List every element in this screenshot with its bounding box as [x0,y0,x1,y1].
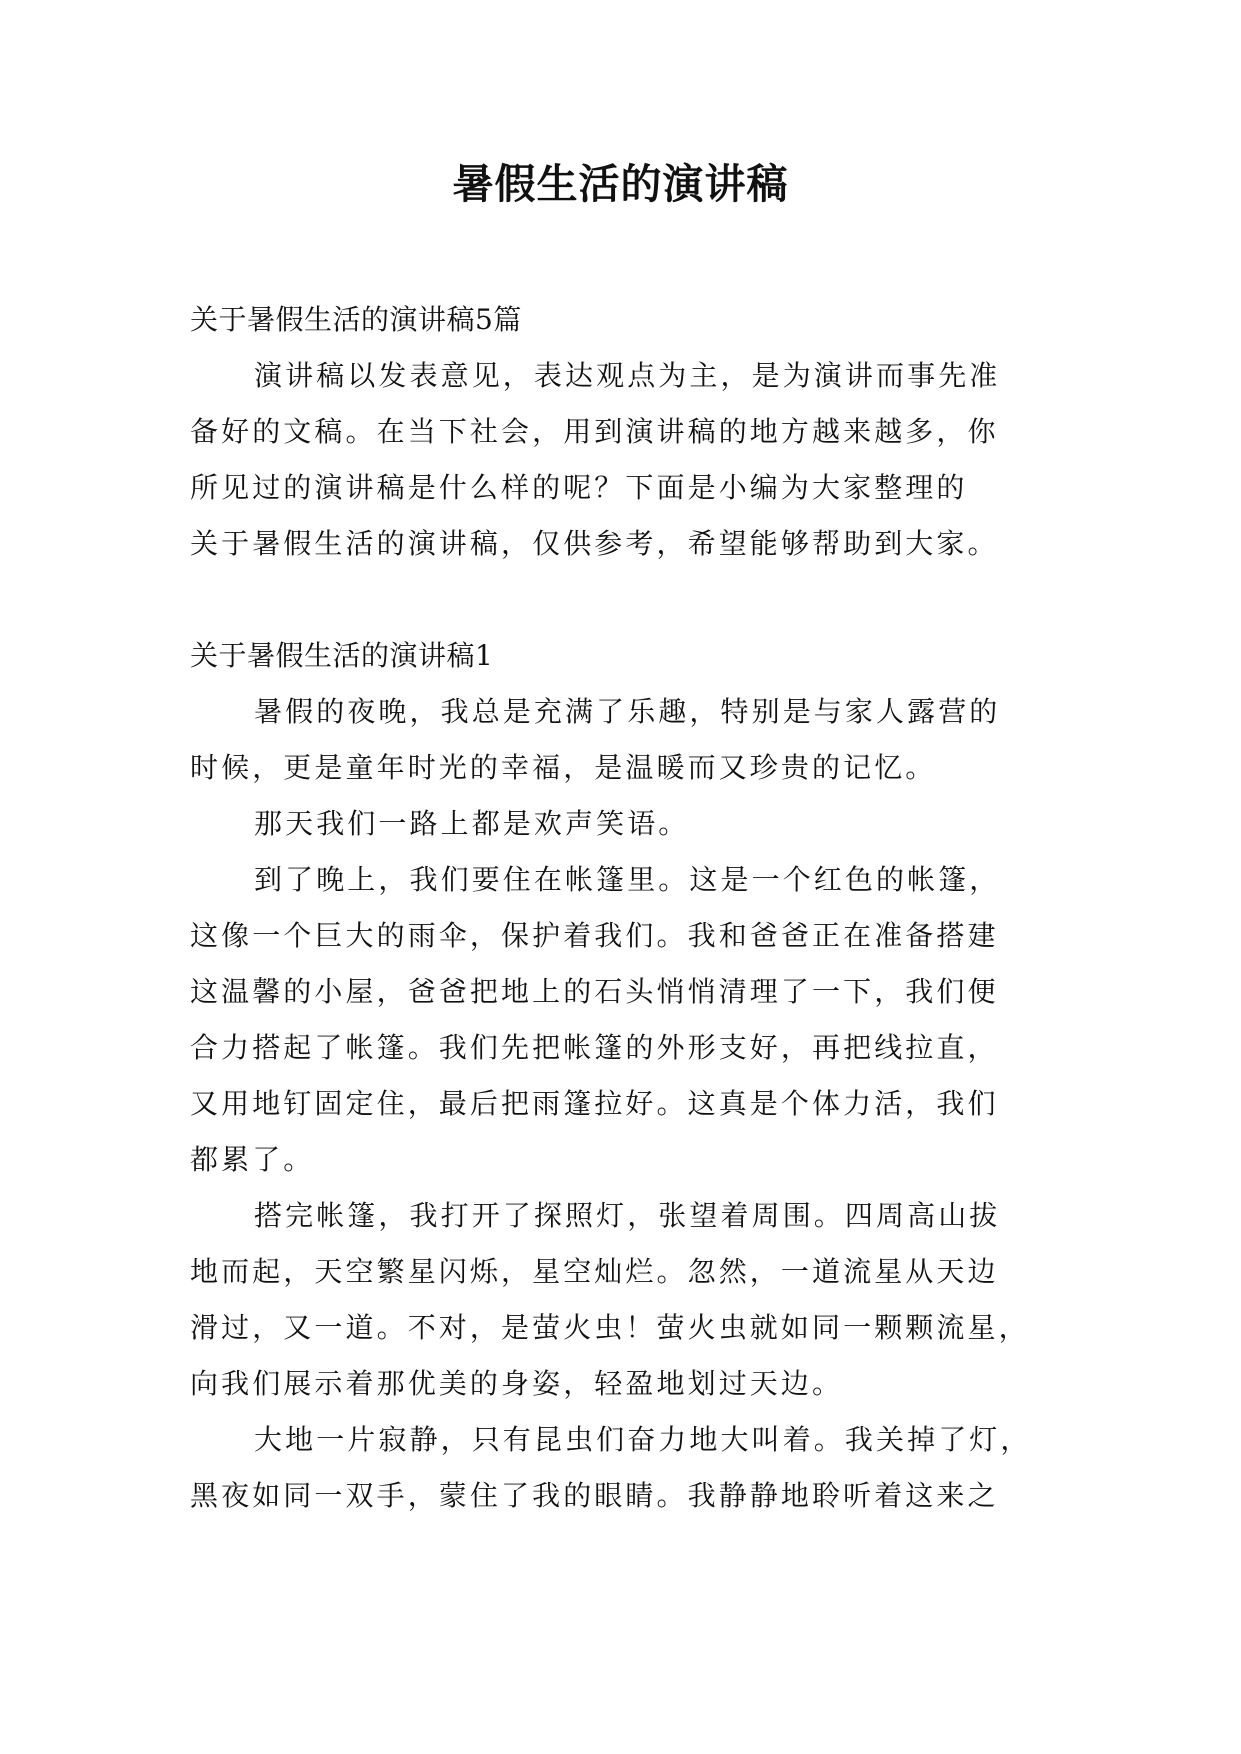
paragraph-line: 这温馨的小屋，爸爸把地上的石头悄悄清理了一下，我们便 [190,975,999,1008]
section-heading: 关于暑假生活的演讲稿1 [190,639,494,672]
paragraph-line: 搭完帐篷，我打开了探照灯，张望着周围。四周高山拔 [254,1199,1001,1232]
document-body [190,292,1062,1524]
section-spacer [190,572,1062,628]
paragraph-line: 这像一个巨大的雨伞，保护着我们。我和爸爸正在准备搭建 [190,919,999,952]
collection-heading: 关于暑假生活的演讲稿5篇 [190,303,522,336]
intro-paragraph-line: 演讲稿以发表意见，表达观点为主，是为演讲而事先准 [254,359,1001,392]
paragraph-line: 又用地钉固定住，最后把雨篷拉好。这真是个体力活，我们 [190,1087,999,1120]
paragraph-line: 到了晚上，我们要住在帐篷里。这是一个红色的帐篷， [254,863,1001,896]
paragraph-line: 向我们展示着那优美的身姿，轻盈地划过天边。 [190,1367,844,1400]
paragraph-line: 暑假的夜晚，我总是充满了乐趣，特别是与家人露营的 [254,695,1001,728]
paragraph-line: 那天我们一路上都是欢声笑语。 [254,807,690,840]
intro-paragraph-line: 所见过的演讲稿是什么样的呢？下面是小编为大家整理的 [190,471,968,504]
paragraph-line: 地而起，天空繁星闪烁，星空灿烂。忽然，一道流星从天边 [190,1255,999,1288]
paragraph-line: 合力搭起了帐篷。我们先把帐篷的外形支好，再把线拉直， [190,1031,999,1064]
paragraph-line: 时候，更是童年时光的幸福，是温暖而又珍贵的记忆。 [190,751,937,784]
paragraph-line: 滑过，又一道。不对，是萤火虫！萤火虫就如同一颗颗流星， [190,1311,1030,1344]
paragraph-line: 黑夜如同一双手，蒙住了我的眼睛。我静静地聆听着这来之 [190,1479,999,1512]
paragraph-line: 都累了。 [190,1143,315,1176]
document-title: 暑假生活的演讲稿 [452,160,789,208]
intro-paragraph-line: 备好的文稿。在当下社会，用到演讲稿的地方越来越多，你 [190,415,999,448]
intro-paragraph-line: 关于暑假生活的演讲稿，仅供参考，希望能够帮助到大家。 [190,527,999,560]
paragraph-line: 大地一片寂静，只有昆虫们奋力地大叫着。我关掉了灯， [254,1423,1032,1456]
